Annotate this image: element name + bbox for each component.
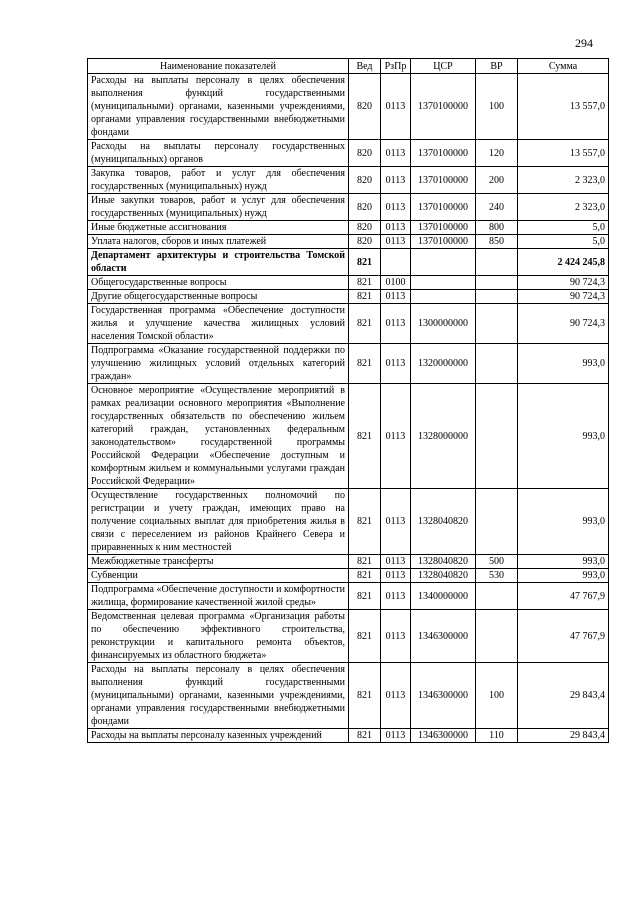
cell-ved: 821	[349, 304, 381, 344]
cell-sum: 993,0	[518, 569, 609, 583]
cell-sum: 993,0	[518, 489, 609, 555]
cell-ved: 821	[349, 583, 381, 610]
cell-ved: 820	[349, 235, 381, 249]
cell-name: Осуществление государственных полномочий по регистрации и учету граждан, имеющих право на получение социальных выплат для приобретения жилья в связи с переселением из районов Крайнего Севера и приравненных к ним местностей	[88, 489, 349, 555]
cell-name: Расходы на выплаты персоналу государственных (муниципальных) органов	[88, 140, 349, 167]
cell-ved: 820	[349, 167, 381, 194]
cell-vr	[476, 489, 518, 555]
cell-csr: 1370100000	[411, 221, 476, 235]
cell-name: Межбюджетные трансферты	[88, 555, 349, 569]
header-rzpr: РзПр	[381, 59, 411, 74]
cell-sum: 90 724,3	[518, 276, 609, 290]
table-row	[88, 221, 609, 235]
cell-csr	[411, 276, 476, 290]
cell-rzpr: 0113	[381, 221, 411, 235]
cell-rzpr: 0113	[381, 729, 411, 743]
cell-csr: 1370100000	[411, 140, 476, 167]
table-row	[88, 489, 609, 555]
cell-name: Департамент архитектуры и строительства Томской области	[88, 249, 349, 276]
table-row	[88, 583, 609, 610]
cell-rzpr	[381, 249, 411, 276]
table-row	[88, 610, 609, 663]
cell-vr: 100	[476, 74, 518, 140]
table-row	[88, 344, 609, 384]
cell-vr: 500	[476, 555, 518, 569]
cell-sum: 29 843,4	[518, 663, 609, 729]
cell-rzpr: 0113	[381, 140, 411, 167]
cell-name: Государственная программа «Обеспечение доступности жилья и улучшение качества жилищных условий населения Томской области»	[88, 304, 349, 344]
cell-csr	[411, 290, 476, 304]
cell-csr: 1340000000	[411, 583, 476, 610]
cell-name: Уплата налогов, сборов и иных платежей	[88, 235, 349, 249]
cell-csr: 1328040820	[411, 555, 476, 569]
table-row	[88, 249, 609, 276]
cell-name: Расходы на выплаты персоналу казенных учреждений	[88, 729, 349, 743]
cell-sum: 5,0	[518, 235, 609, 249]
cell-rzpr: 0113	[381, 304, 411, 344]
cell-name: Другие общегосударственные вопросы	[88, 290, 349, 304]
cell-rzpr: 0113	[381, 663, 411, 729]
cell-sum: 29 843,4	[518, 729, 609, 743]
table-row	[88, 555, 609, 569]
cell-ved: 821	[349, 729, 381, 743]
cell-ved: 821	[349, 290, 381, 304]
cell-vr	[476, 249, 518, 276]
cell-ved: 821	[349, 555, 381, 569]
cell-csr: 1370100000	[411, 194, 476, 221]
table-row	[88, 304, 609, 344]
header-sum: Сумма	[518, 59, 609, 74]
cell-vr	[476, 290, 518, 304]
table-row	[88, 194, 609, 221]
cell-rzpr: 0113	[381, 74, 411, 140]
cell-rzpr: 0113	[381, 344, 411, 384]
cell-sum: 90 724,3	[518, 304, 609, 344]
cell-rzpr: 0113	[381, 610, 411, 663]
cell-sum: 2 323,0	[518, 194, 609, 221]
table-body	[88, 74, 609, 743]
cell-ved: 821	[349, 610, 381, 663]
cell-sum: 2 424 245,8	[518, 249, 609, 276]
cell-ved: 821	[349, 249, 381, 276]
table-row	[88, 276, 609, 290]
table-row	[88, 140, 609, 167]
cell-sum: 47 767,9	[518, 583, 609, 610]
table-row	[88, 729, 609, 743]
cell-name: Расходы на выплаты персоналу в целях обеспечения выполнения функций государственными (муниципальными) органами, казенными учреждениями, органами управления государственными внебюджетными фондами	[88, 74, 349, 140]
cell-name: Субвенции	[88, 569, 349, 583]
cell-ved: 820	[349, 221, 381, 235]
cell-sum: 993,0	[518, 555, 609, 569]
cell-rzpr: 0113	[381, 583, 411, 610]
table-row	[88, 384, 609, 489]
cell-sum: 993,0	[518, 344, 609, 384]
cell-name: Подпрограмма «Оказание государственной поддержки по улучшению жилищных условий отдельных категорий граждан»	[88, 344, 349, 384]
cell-ved: 820	[349, 194, 381, 221]
header-vr: ВР	[476, 59, 518, 74]
cell-sum: 90 724,3	[518, 290, 609, 304]
cell-name: Основное мероприятие «Осуществление мероприятий в рамках реализации основного мероприятия «Выполнение государственных обязательств по обеспечению жильем категорий граждан, установленных федеральным законодательством» государственной программы Российской Федерации «Обеспечение доступным и комфортным жильем и коммунальными услугами граждан Российской Федерации»	[88, 384, 349, 489]
cell-sum: 47 767,9	[518, 610, 609, 663]
budget-table	[87, 58, 609, 743]
cell-rzpr: 0113	[381, 290, 411, 304]
cell-sum: 2 323,0	[518, 167, 609, 194]
cell-ved: 821	[349, 489, 381, 555]
cell-ved: 821	[349, 344, 381, 384]
header-csr: ЦСР	[411, 59, 476, 74]
cell-sum: 13 557,0	[518, 140, 609, 167]
cell-csr	[411, 249, 476, 276]
cell-csr: 1370100000	[411, 167, 476, 194]
cell-rzpr: 0113	[381, 489, 411, 555]
cell-vr: 200	[476, 167, 518, 194]
table-row	[88, 290, 609, 304]
cell-csr: 1346300000	[411, 729, 476, 743]
cell-vr: 530	[476, 569, 518, 583]
cell-csr: 1328040820	[411, 569, 476, 583]
cell-ved: 820	[349, 140, 381, 167]
cell-vr: 120	[476, 140, 518, 167]
cell-name: Ведомственная целевая программа «Организация работы по обеспечению эффективного строительства, реконструкции и капитального ремонта объектов, финансируемых из областного бюджета»	[88, 610, 349, 663]
cell-rzpr: 0113	[381, 384, 411, 489]
table-header-row	[88, 59, 609, 74]
header-name: Наименование показателей	[88, 59, 349, 74]
cell-vr: 110	[476, 729, 518, 743]
table-row	[88, 663, 609, 729]
cell-rzpr: 0113	[381, 235, 411, 249]
cell-ved: 821	[349, 384, 381, 489]
cell-vr	[476, 583, 518, 610]
cell-vr	[476, 384, 518, 489]
page-number: 294	[575, 36, 593, 50]
cell-rzpr: 0113	[381, 167, 411, 194]
cell-sum: 993,0	[518, 384, 609, 489]
cell-vr	[476, 610, 518, 663]
cell-ved: 821	[349, 663, 381, 729]
cell-vr	[476, 344, 518, 384]
cell-rzpr: 0100	[381, 276, 411, 290]
cell-name: Иные бюджетные ассигнования	[88, 221, 349, 235]
cell-name: Общегосударственные вопросы	[88, 276, 349, 290]
cell-csr: 1346300000	[411, 610, 476, 663]
cell-name: Расходы на выплаты персоналу в целях обеспечения выполнения функций государственными (муниципальными) органами, казенными учреждениями, органами управления государственными внебюджетными фондами	[88, 663, 349, 729]
header-ved: Вед	[349, 59, 381, 74]
table-row	[88, 74, 609, 140]
cell-name: Иные закупки товаров, работ и услуг для обеспечения государственных (муниципальных) нужд	[88, 194, 349, 221]
cell-rzpr: 0113	[381, 569, 411, 583]
cell-ved: 821	[349, 569, 381, 583]
cell-csr: 1370100000	[411, 74, 476, 140]
cell-vr: 850	[476, 235, 518, 249]
cell-ved: 821	[349, 276, 381, 290]
cell-rzpr: 0113	[381, 555, 411, 569]
cell-vr: 100	[476, 663, 518, 729]
cell-vr	[476, 276, 518, 290]
cell-csr: 1346300000	[411, 663, 476, 729]
cell-sum: 5,0	[518, 221, 609, 235]
cell-vr: 800	[476, 221, 518, 235]
cell-csr: 1370100000	[411, 235, 476, 249]
table-row	[88, 235, 609, 249]
table-row	[88, 569, 609, 583]
cell-ved: 820	[349, 74, 381, 140]
cell-sum: 13 557,0	[518, 74, 609, 140]
cell-csr: 1300000000	[411, 304, 476, 344]
cell-vr: 240	[476, 194, 518, 221]
cell-rzpr: 0113	[381, 194, 411, 221]
cell-vr	[476, 304, 518, 344]
table-row	[88, 167, 609, 194]
cell-csr: 1328000000	[411, 384, 476, 489]
cell-csr: 1328040820	[411, 489, 476, 555]
cell-name: Закупка товаров, работ и услуг для обеспечения государственных (муниципальных) нужд	[88, 167, 349, 194]
cell-name: Подпрограмма «Обеспечение доступности и комфортности жилища, формирование качественной жилой среды»	[88, 583, 349, 610]
cell-csr: 1320000000	[411, 344, 476, 384]
